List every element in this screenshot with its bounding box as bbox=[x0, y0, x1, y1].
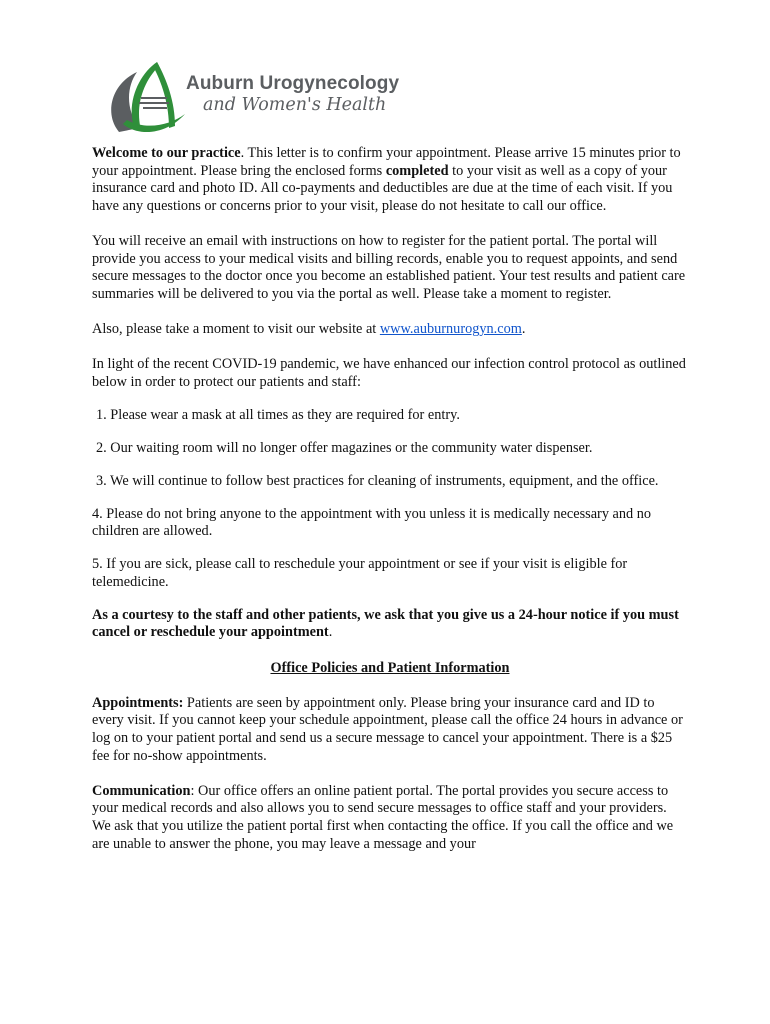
covid-intro: In light of the recent COVID-19 pandemic, we have enhanced our infection control protocol as outlined below in order to protect our patients and staff: bbox=[92, 356, 686, 390]
communication-paragraph bbox=[92, 783, 688, 853]
appointments-text: Patients are seen by appointment only. Please bring your insurance card and ID to every visit. If you cannot keep your schedule appointment, please call the office 24 hours in advance or log on to your patient portal and send us a secure message to cancel your appointment. There is a $25 fee for no-show appointments. bbox=[92, 694, 683, 764]
logo-tagline: and Women's Health bbox=[203, 95, 387, 115]
practice-logo bbox=[103, 56, 403, 136]
appointments-label: Appointments: bbox=[92, 694, 184, 711]
courtesy-text: As a courtesy to the staff and other patients, we ask that you give us a 24-hour notice if you must cancel or reschedule your appointment bbox=[92, 606, 679, 641]
communication-text: : Our office offers an online patient portal. The portal provides you secure access to your medical records and also allows you to send secure messages to office staff and your providers. We ask that you utilize the patient portal first when contacting the office. If you call the office and we are unable to answer the phone, you may leave a message and your bbox=[92, 782, 674, 852]
logo-emblem-icon bbox=[103, 56, 193, 136]
website-end: . bbox=[521, 320, 526, 337]
welcome-paragraph bbox=[92, 145, 688, 215]
covid-item: 4. Please do not bring anyone to the appointment with you unless it is medically necessary and no children are allowed. bbox=[92, 505, 652, 540]
courtesy-end: . bbox=[328, 624, 333, 641]
appointments-paragraph bbox=[92, 695, 688, 765]
welcome-lead: Welcome to our practice bbox=[92, 145, 241, 161]
section-title: Office Policies and Patient Information bbox=[270, 659, 510, 676]
communication-label: Communication bbox=[92, 782, 191, 799]
portal-paragraph: You will receive an email with instructions on how to register for the patient portal. The portal will provide you access to your medical visits and billing records, enable you to request appoints, and send secure messages to the doctor once you become an established patient. Your test results and patient care summaries will be delivered to you via the portal as well. Please take a moment to register. bbox=[92, 232, 686, 302]
covid-item: 1. Please wear a mask at all times as they are required for entry. bbox=[96, 406, 460, 423]
courtesy-notice bbox=[92, 607, 688, 642]
covid-item: 5. If you are sick, please call to reschedule your appointment or see if your visit is eligible for telemedicine. bbox=[92, 556, 628, 590]
website-link[interactable]: www.auburnurogyn.com bbox=[379, 320, 522, 337]
welcome-text-2: to your visit as well as a copy of your insurance card and photo ID. All co-payments and deductibles are due at the time of each visit. If you have any questions or concerns prior to your visit, please do not hesitate to call our office. bbox=[92, 162, 673, 214]
covid-item: 2. Our waiting room will no longer offer magazines or the community water dispenser. bbox=[96, 439, 593, 456]
covid-item: 3. We will continue to follow best practices for cleaning of instruments, equipment, and the office. bbox=[96, 472, 659, 489]
logo-practice-name: Auburn Urogynecology bbox=[186, 73, 400, 94]
welcome-emphasis: completed bbox=[385, 162, 449, 179]
website-paragraph bbox=[92, 321, 688, 339]
letter-body bbox=[92, 145, 688, 871]
website-text: Also, please take a moment to visit our website at bbox=[92, 320, 380, 337]
welcome-text-1: . This letter is to confirm your appointment. Please arrive 15 minutes prior to your appointment. Please bring the enclosed forms bbox=[92, 145, 681, 179]
